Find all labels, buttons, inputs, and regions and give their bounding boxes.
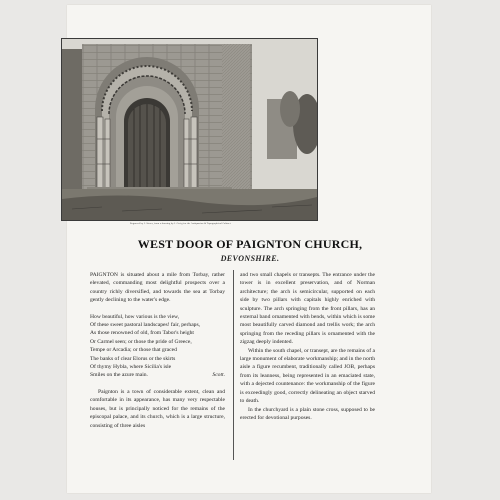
plate-caption: Engraved by J. Storer, from a drawing by J. Greig for the Antiquarian & Topographical Cabinet bbox=[130, 222, 231, 225]
poem-author: Scott. bbox=[212, 372, 225, 379]
church-door-engraving bbox=[62, 39, 317, 220]
poem-quote bbox=[90, 313, 225, 380]
architecture-paragraph: and two small chapels or transepts. The entrance under the tower is in excellent preservation, and of Norman architecture; the arch is semicircular, supported on each side by two pillars with capitals highly enriched with sculpture. The arch springing from the front pillars, has an external band ornamented with bends, within which is some most beautifully carved diamond and trellis work; the arch springing from the receding pillars is ornamented with the zigzag deeply indented. bbox=[240, 272, 375, 346]
poem-line: How beautiful, how various is the view, bbox=[90, 313, 180, 320]
article-subtitle: DEVONSHIRE. bbox=[220, 254, 280, 263]
poem-line: Of thymy Hybla, where Sicilia's isle bbox=[90, 364, 172, 371]
intro-paragraph: PAIGNTON is situated about a mile from Torbay, rather elevated, commanding most delightful prospects over a country richly diversified, and towards the sea at Torbay gently declining to the water's edge. bbox=[90, 272, 225, 304]
churchyard-paragraph: In the churchyard is a plain stone cross, supposed to be erected for devotional purposes. bbox=[240, 406, 375, 421]
right-column bbox=[240, 271, 375, 422]
poem-line: Of these sweet pastoral landscapes! fair, perhaps, bbox=[90, 322, 201, 329]
town-paragraph: Paignton is a town of considerable extent, clean and comfortable in its appearance, has many very respectable houses, but is principally noticed for the remains of the episcopal palace, and its church, which is a large structure, consisting of three aisles bbox=[90, 388, 225, 429]
poem-line: The banks of clear Elorus or the skirts bbox=[90, 355, 176, 362]
engraving-plate bbox=[61, 38, 318, 221]
poem-line: Or Carmel seen; or those the pride of Greece, bbox=[90, 338, 192, 345]
poem-line: Tempe or Arcadia; or those that graced bbox=[90, 347, 177, 354]
poem-line: Smiles on the azure main. bbox=[90, 372, 148, 379]
poem-line: As those renowned of old, from Tabor's height bbox=[90, 330, 194, 337]
chapel-paragraph: Within the south chapel, or transept, are the remains of a large monument of elaborate workmanship; and in the north aisle a figure recumbent, traditionally called JOB, perhaps from its leanness, being represented in an emaciated state, with a dejected countenance: the workmanship of the figure is exceedingly good, correctly delineating an object starved to death. bbox=[240, 347, 375, 405]
column-divider bbox=[233, 270, 234, 460]
article-title: WEST DOOR OF PAIGNTON CHURCH, bbox=[137, 237, 363, 251]
left-column bbox=[90, 271, 225, 430]
